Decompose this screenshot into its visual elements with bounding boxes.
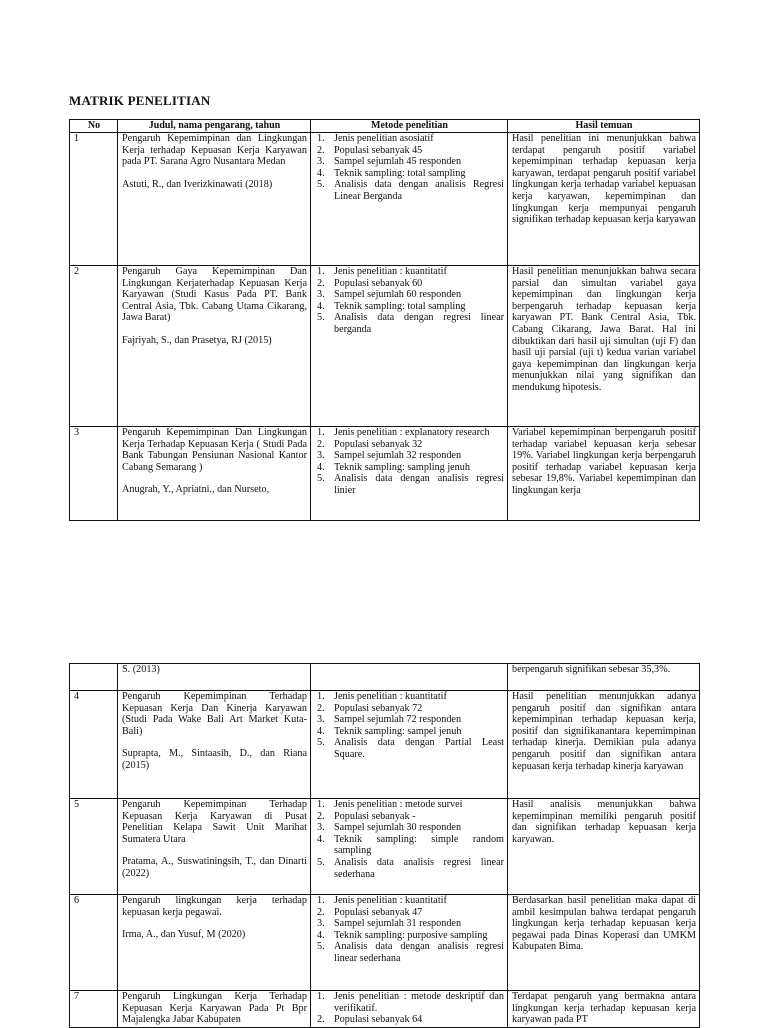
result-cell: Hasil penelitian menunjukkan bahwa secara parsial dan simultan variabel gaya kepemimpinan dan lingkungan kerja berpengaruh terhadap kepuasan kerja karyawan PT. Bank Central Asia, Tbk. Cabang Cikarang, Jawa Barat. Hal ini dibuktikan dari hasil uji simultan (uji F) dan hasil uji parsial (uji t) kedua varian variabel gaya kepemimpinan dan lingkungan kerja menunjukkan nilai yang signifikan dan mendukung hipotesis.: [508, 266, 700, 427]
result-cell: [508, 427, 700, 521]
list-item: 3. Sampel sejumlah 60 responden: [317, 289, 462, 301]
list-item: 2. Populasi sebanyak 72: [317, 702, 423, 714]
list-item: 5. Analisis data dengan analisis Regresi Linear Berganda: [317, 179, 504, 202]
result-text: Terdapat pengaruh yang bermakna antara lingkungan kerja terhadap kepuasan kerja karyawan pada PT: [512, 991, 696, 1026]
research-title: Pengaruh Gaya Kepemimpinan Dan Lingkungan Kerjaterhadap Kepuasan Kerja Karyawan (Studi Kasus Pada PT. Bank Central Asia, Tbk. Cabang Utama Cikarang, Jawa Barat): [122, 266, 307, 324]
method-cell: [311, 895, 508, 991]
page-title: MATRIK PENELITIAN: [69, 93, 211, 108]
list-item: 2. Populasi sebanyak 60: [317, 277, 423, 289]
header-hasil: Hasil temuan: [508, 120, 700, 133]
list-item: 5. Analisis data dengan regresi linear berganda: [317, 312, 504, 335]
list-item: 2. Populasi sebanyak 45: [317, 144, 423, 156]
research-title-cell: [118, 427, 311, 521]
list-item: 1. Jenis penelitian : kuantitatif: [317, 895, 447, 906]
method-cell: [311, 691, 508, 799]
research-title: Pengaruh Kepemimpinan Dan Lingkungan Kerja Terhadap Kepuasan Kerja ( Studi Pada Bank Tabungan Pensiunan Nasional Kantor Cabang Semarang ): [122, 427, 307, 473]
row-number: 3: [70, 427, 118, 521]
research-matrix-table-page-1: [69, 119, 700, 521]
research-title: Pengaruh Kepemimpinan dan Lingkungan Kerja terhadap Kepuasan Kerja Karyawan pada PT. Sarana Agro Nusantara Medan: [122, 133, 307, 168]
research-author: Irma, A., dan Yusuf, M (2020): [122, 929, 246, 941]
list-item: 5. Analisis data dengan analisis regresi linier: [317, 473, 504, 496]
research-title: Pengaruh Kepemimpinan Terhadap Kepuasan Kerja Karyawan di Pusat Penelitian Kelapa Sawit Unit Marihat Sumatera Utara: [122, 799, 307, 845]
method-cell: [311, 799, 508, 895]
research-title: Pengaruh lingkungan kerja terhadap kepuasan kerja pegawai.: [122, 895, 307, 918]
list-item: 5. Analisis data dengan analisis regresi linear sederhana: [317, 941, 504, 964]
list-item: 3. Sampel sejumlah 45 responden: [317, 156, 462, 168]
method-list: [315, 427, 504, 497]
result-continuation: berpengaruh signifikan sebesar 35,3%.: [508, 664, 700, 691]
research-author: Suprapta, M., Sintaasih, D., dan Riana (2015): [122, 748, 307, 771]
list-item: 3. Sampel sejumlah 72 responden: [317, 714, 462, 726]
method-cell: [311, 991, 508, 1028]
table-row-continuation: [70, 664, 700, 691]
list-item: 3. Sampel sejumlah 32 responden: [317, 450, 462, 462]
row-number: 7: [70, 991, 118, 1028]
research-title-cell: [118, 895, 311, 991]
table-row: [70, 133, 700, 266]
row-number: 6: [70, 895, 118, 991]
result-cell: Hasil penelitian menunjukkan adanya pengaruh positif dan signifikan antara kepemimpinan terhadap kepuasan kerja, positif dan signifikanantara kepemimpinan terhadap kinerja. Demikian pula adanya pengaruh positif dan signifikan antara kepuasan kerja terhadap kinerja karyawan: [508, 691, 700, 799]
list-item: 4. Teknik sampling: sampling jenuh: [317, 461, 470, 473]
method-list: [315, 991, 504, 1026]
result-cell: Berdasarkan hasil penelitian maka dapat di ambil kesimpulan bahwa terdapat pengaruh lingkungan kerja terhadap kepuasan kerja pegawai pada Dinas Koperasi dan UMKM Kabupaten Bima.: [508, 895, 700, 991]
research-title-cell: [118, 799, 311, 895]
table-row: [70, 799, 700, 895]
research-matrix-table-page-2: [69, 663, 700, 1028]
list-item: 2. Populasi sebanyak -: [317, 810, 416, 822]
row-number: 1: [70, 133, 118, 266]
list-item: 3. Sampel sejumlah 31 responden: [317, 918, 462, 930]
list-item: 1. Jenis penelitian : kuantitatif: [317, 691, 447, 702]
method-cell: [311, 664, 508, 691]
list-item: 1. Jenis penelitian : metode deskriptif dan verifikatif.: [317, 991, 504, 1014]
research-author: Anugrah, Y., Apriatni., dan Nurseto,: [122, 484, 270, 496]
list-item: 1. Jenis penelitian : kuantitatif: [317, 266, 447, 277]
method-cell: [311, 266, 508, 427]
research-title-cell: [118, 991, 311, 1028]
table-header-row: [70, 120, 700, 133]
result-text: Variabel kepemimpinan berpengaruh positif terhadap variabel kepuasan kerja sebesar 19%. Variabel lingkungan kerja berpengaruh positif terhadap variabel kepuasan kerja sebesar 19,8%. Variabel kepemimpinan dan lingkungan kerja: [512, 427, 696, 496]
method-list: [315, 266, 504, 336]
list-item: 4. Teknik sampling: sampel jenuh: [317, 725, 462, 737]
table-row: [70, 427, 700, 521]
result-cell: Hasil analisis menunjukkan bahwa kepemimpinan memiliki pengaruh positif dan signifikan terhadap kepuasan kerja karyawan.: [508, 799, 700, 895]
research-author-continuation: S. (2013): [118, 664, 311, 691]
list-item: 4. Teknik sampling: simple random sampling: [317, 833, 504, 857]
result-cell: [508, 991, 700, 1028]
research-title-cell: [118, 266, 311, 427]
table-row: [70, 691, 700, 799]
row-number: 2: [70, 266, 118, 427]
list-item: 2. Populasi sebanyak 64: [317, 1014, 423, 1026]
method-list: [315, 691, 504, 761]
header-no: No: [70, 120, 118, 133]
method-cell: [311, 427, 508, 521]
research-author: Astuti, R., dan Iverizkinawati (2018): [122, 178, 273, 190]
method-cell: [311, 133, 508, 266]
list-item: 1. Jenis penelitian : explanatory research: [317, 427, 490, 438]
table-row: [70, 991, 700, 1028]
table-row: [70, 895, 700, 991]
list-item: 3. Sampel sejumlah 30 responden: [317, 822, 462, 834]
list-item: 1. Jenis penelitian asosiatif: [317, 133, 434, 144]
list-item: 1. Jenis penelitian : metode survei: [317, 799, 463, 810]
research-title-cell: [118, 691, 311, 799]
method-list: [315, 799, 504, 880]
research-author: Fajriyah, S., dan Prasetya, RJ (2015): [122, 334, 272, 346]
list-item: 4. Teknik sampling: total sampling: [317, 167, 466, 179]
research-author: Pratama, A., Suswatiningsih, T., dan Dinarti (2022): [122, 856, 307, 879]
list-item: 4. Teknik sampling: total sampling: [317, 300, 466, 312]
method-list: [315, 895, 504, 965]
research-title: Pengaruh Kepemimpinan Terhadap Kepuasan Kerja Dan Kinerja Karyawan (Studi Pada Wake Bali Art Market Kuta-Bali): [122, 691, 307, 737]
list-item: 4. Teknik sampling: purposive sampling: [317, 929, 488, 941]
list-item: 5. Analisis data analisis regresi linear sederhana: [317, 856, 504, 880]
row-number: [70, 664, 118, 691]
header-metode: Metode penelitian: [311, 120, 508, 133]
row-number: 5: [70, 799, 118, 895]
list-item: 2. Populasi sebanyak 32: [317, 438, 423, 450]
row-number: 4: [70, 691, 118, 799]
research-title-cell: [118, 133, 311, 266]
list-item: 5. Analisis data dengan Partial Least Square.: [317, 737, 504, 760]
table-row: [70, 266, 700, 427]
research-title: Pengaruh Lingkungan Kerja Terhadap Kepuasan Kerja Karyawan Pada Pt Bpr Majalengka Jabar Kabupaten: [122, 991, 307, 1026]
result-cell: Hasil penelitian ini menunjukkan bahwa terdapat pengaruh positif variabel kepemimpinan terhadap kepuasan kerja karyawan, terdapat pengaruh positif variabel lingkungan kerja terhadap variabel kepuasan kerja karyawan, kepemimpinan dan lingkungan kerja mempunyai pengaruh signifikan terhadap kepuasan kerja karyawan: [508, 133, 700, 266]
method-list: [315, 133, 504, 203]
header-judul: Judul, nama pengarang, tahun: [118, 120, 311, 133]
list-item: 2. Populasi sebanyak 47: [317, 906, 423, 918]
